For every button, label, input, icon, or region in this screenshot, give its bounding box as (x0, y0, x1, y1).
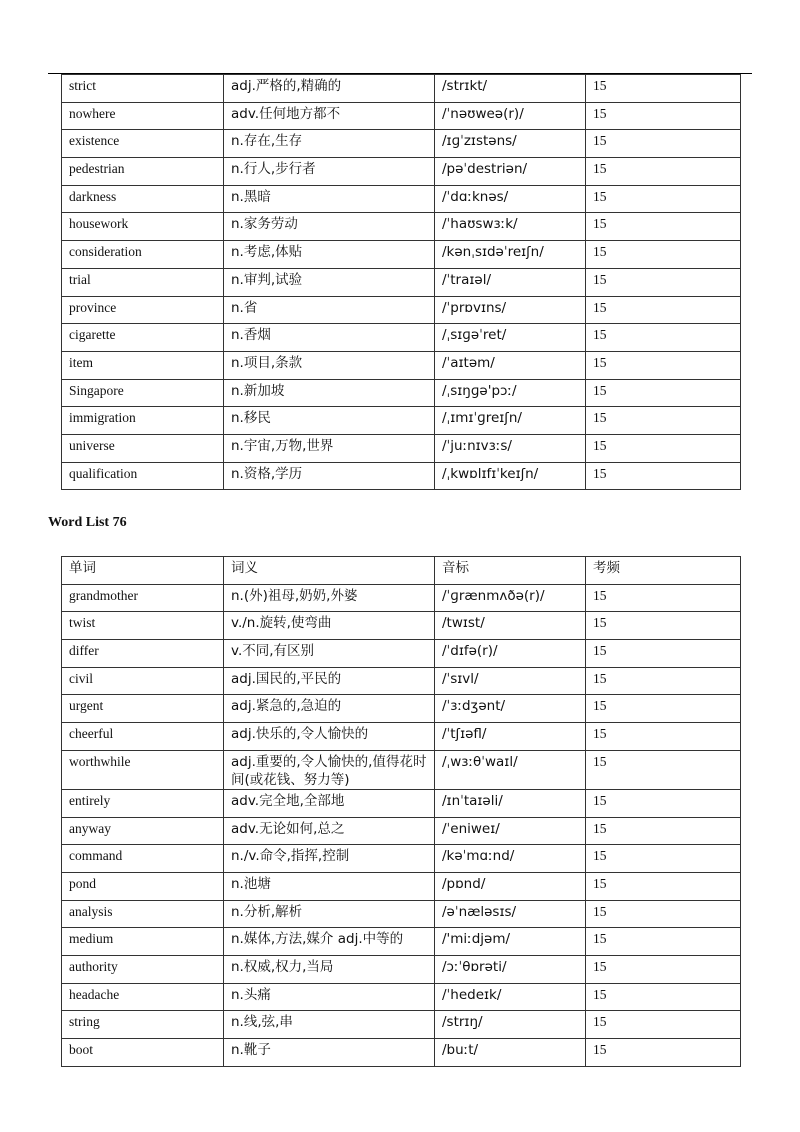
frequency-cell: 15 (586, 955, 741, 983)
phonetic-cell: /ˈeniweɪ/ (435, 817, 586, 845)
frequency-cell: 15 (586, 872, 741, 900)
word-cell: medium (62, 928, 224, 956)
phonetic-cell: /ˈtʃɪəfl/ (435, 723, 586, 751)
phonetic-cell: /ˌkwɒlɪfɪˈkeɪʃn/ (435, 462, 586, 490)
frequency-cell: 15 (586, 667, 741, 695)
header-word: 单词 (62, 557, 224, 585)
table-row (62, 817, 741, 845)
table-row (62, 379, 741, 407)
meaning-cell: n.靴子 (224, 1039, 435, 1067)
word-cell: consideration (62, 241, 224, 269)
phonetic-cell: /strɪŋ/ (435, 1011, 586, 1039)
table-row (62, 213, 741, 241)
frequency-cell: 15 (586, 750, 741, 789)
phonetic-cell: /ˌwɜːθˈwaɪl/ (435, 750, 586, 789)
word-cell: worthwhile (62, 750, 224, 789)
word-cell: cigarette (62, 324, 224, 352)
word-cell: trial (62, 268, 224, 296)
word-cell: urgent (62, 695, 224, 723)
meaning-cell: n.新加坡 (224, 379, 435, 407)
phonetic-cell: /twɪst/ (435, 612, 586, 640)
phonetic-cell: /ˈɜːdʒənt/ (435, 695, 586, 723)
meaning-cell: n.项目,条款 (224, 351, 435, 379)
frequency-cell: 15 (586, 241, 741, 269)
table-row (62, 296, 741, 324)
header-meaning: 词义 (224, 557, 435, 585)
table-row (62, 845, 741, 873)
phonetic-cell: /'miːdjəm/ (435, 928, 586, 956)
phonetic-cell: /kənˌsɪdəˈreɪʃn/ (435, 241, 586, 269)
meaning-cell: n.家务劳动 (224, 213, 435, 241)
frequency-cell: 15 (586, 296, 741, 324)
word-cell: cheerful (62, 723, 224, 751)
table-row (62, 268, 741, 296)
phonetic-cell: /ˈtraɪəl/ (435, 268, 586, 296)
meaning-cell: n.行人,步行者 (224, 158, 435, 186)
table-row (62, 75, 741, 103)
table-row (62, 900, 741, 928)
table-row (62, 612, 741, 640)
word-cell: grandmother (62, 584, 224, 612)
meaning-cell: n.审判,试验 (224, 268, 435, 296)
phonetic-cell: /ˈɡrænmʌðə(r)/ (435, 584, 586, 612)
frequency-cell: 15 (586, 268, 741, 296)
table-row (62, 584, 741, 612)
meaning-cell: n.头痛 (224, 983, 435, 1011)
meaning-cell: n.资格,学历 (224, 462, 435, 490)
frequency-cell: 15 (586, 983, 741, 1011)
word-cell: string (62, 1011, 224, 1039)
meaning-cell: n.(外)祖母,奶奶,外婆 (224, 584, 435, 612)
table-row (62, 351, 741, 379)
phonetic-cell: /ˈnəʊweə(r)/ (435, 102, 586, 130)
meaning-cell: v./n.旋转,使弯曲 (224, 612, 435, 640)
phonetic-cell: /ɪnˈtaɪəli/ (435, 789, 586, 817)
phonetic-cell: /pəˈdestriən/ (435, 158, 586, 186)
frequency-cell: 15 (586, 130, 741, 158)
frequency-cell: 15 (586, 75, 741, 103)
word-table-76 (61, 556, 741, 1067)
table-row (62, 102, 741, 130)
table-row (62, 928, 741, 956)
table-row (62, 723, 741, 751)
frequency-cell: 15 (586, 845, 741, 873)
meaning-cell: n.分析,解析 (224, 900, 435, 928)
frequency-cell: 15 (586, 723, 741, 751)
word-cell: headache (62, 983, 224, 1011)
frequency-cell: 15 (586, 1011, 741, 1039)
header-frequency: 考频 (586, 557, 741, 585)
word-cell: authority (62, 955, 224, 983)
word-cell: entirely (62, 789, 224, 817)
phonetic-cell: /ˌɪmɪˈɡreɪʃn/ (435, 407, 586, 435)
meaning-cell: n.香烟 (224, 324, 435, 352)
phonetic-cell: /kəˈmɑːnd/ (435, 845, 586, 873)
meaning-cell: n./v.命令,指挥,控制 (224, 845, 435, 873)
table-row (62, 1039, 741, 1067)
word-cell: immigration (62, 407, 224, 435)
frequency-cell: 15 (586, 612, 741, 640)
meaning-cell: n.黑暗 (224, 185, 435, 213)
phonetic-cell: /ˈaɪtəm/ (435, 351, 586, 379)
header-phonetic: 音标 (435, 557, 586, 585)
meaning-cell: adj.紧急的,急迫的 (224, 695, 435, 723)
phonetic-cell: /ˈdɪfə(r)/ (435, 640, 586, 668)
frequency-cell: 15 (586, 324, 741, 352)
table-row (62, 324, 741, 352)
word-cell: anyway (62, 817, 224, 845)
table-row (62, 789, 741, 817)
phonetic-cell: /ˈdɑːknəs/ (435, 185, 586, 213)
phonetic-cell: /pɒnd/ (435, 872, 586, 900)
word-cell: boot (62, 1039, 224, 1067)
phonetic-cell: /ɔːˈθɒrəti/ (435, 955, 586, 983)
word-cell: pedestrian (62, 158, 224, 186)
table-row (62, 462, 741, 490)
frequency-cell: 15 (586, 185, 741, 213)
table-header-row (62, 557, 741, 585)
meaning-cell: n.线,弦,串 (224, 1011, 435, 1039)
phonetic-cell: /ˈjuːnɪvɜːs/ (435, 434, 586, 462)
frequency-cell: 15 (586, 407, 741, 435)
meaning-cell: n.存在,生存 (224, 130, 435, 158)
meaning-cell: adj.严格的,精确的 (224, 75, 435, 103)
table-row (62, 241, 741, 269)
frequency-cell: 15 (586, 695, 741, 723)
word-cell: nowhere (62, 102, 224, 130)
table-row (62, 185, 741, 213)
phonetic-cell: /ˈhaʊswɜːk/ (435, 213, 586, 241)
phonetic-cell: /ˈsɪvl/ (435, 667, 586, 695)
table-row (62, 407, 741, 435)
table-row (62, 983, 741, 1011)
table-row (62, 1011, 741, 1039)
meaning-cell: adj.国民的,平民的 (224, 667, 435, 695)
table-row (62, 872, 741, 900)
table-row (62, 130, 741, 158)
word-cell: universe (62, 434, 224, 462)
frequency-cell: 15 (586, 928, 741, 956)
frequency-cell: 15 (586, 640, 741, 668)
word-cell: twist (62, 612, 224, 640)
word-cell: item (62, 351, 224, 379)
frequency-cell: 15 (586, 102, 741, 130)
frequency-cell: 15 (586, 584, 741, 612)
meaning-cell: n.考虑,体贴 (224, 241, 435, 269)
word-cell: qualification (62, 462, 224, 490)
word-cell: province (62, 296, 224, 324)
meaning-cell: adv.无论如何,总之 (224, 817, 435, 845)
frequency-cell: 15 (586, 379, 741, 407)
word-cell: darkness (62, 185, 224, 213)
word-table-75 (61, 74, 741, 490)
word-cell: Singapore (62, 379, 224, 407)
frequency-cell: 15 (586, 351, 741, 379)
word-cell: command (62, 845, 224, 873)
meaning-cell: adv.任何地方都不 (224, 102, 435, 130)
word-cell: pond (62, 872, 224, 900)
frequency-cell: 15 (586, 817, 741, 845)
frequency-cell: 15 (586, 434, 741, 462)
table-row (62, 434, 741, 462)
meaning-cell: adv.完全地,全部地 (224, 789, 435, 817)
meaning-cell: n.移民 (224, 407, 435, 435)
phonetic-cell: /ˈprɒvɪns/ (435, 296, 586, 324)
frequency-cell: 15 (586, 462, 741, 490)
phonetic-cell: /əˈnæləsɪs/ (435, 900, 586, 928)
phonetic-cell: /ɪɡˈzɪstəns/ (435, 130, 586, 158)
meaning-cell: n.媒体,方法,媒介 adj.中等的 (224, 928, 435, 956)
word-list-title: Word List 76 (48, 515, 127, 530)
frequency-cell: 15 (586, 1039, 741, 1067)
phonetic-cell: /ˌsɪŋɡə'pɔː/ (435, 379, 586, 407)
meaning-cell: n.宇宙,万物,世界 (224, 434, 435, 462)
table-row (62, 955, 741, 983)
meaning-cell: adj.重要的,令人愉快的,值得花时间(或花钱、努力等) (224, 750, 435, 789)
phonetic-cell: /ˈhedeɪk/ (435, 983, 586, 1011)
frequency-cell: 15 (586, 213, 741, 241)
table-row (62, 158, 741, 186)
phonetic-cell: /ˌsɪɡəˈret/ (435, 324, 586, 352)
table-row (62, 640, 741, 668)
table-row (62, 667, 741, 695)
meaning-cell: n.省 (224, 296, 435, 324)
meaning-cell: n.权威,权力,当局 (224, 955, 435, 983)
frequency-cell: 15 (586, 789, 741, 817)
word-cell: housework (62, 213, 224, 241)
frequency-cell: 15 (586, 900, 741, 928)
word-cell: civil (62, 667, 224, 695)
word-cell: strict (62, 75, 224, 103)
table-row (62, 750, 741, 789)
table-row (62, 695, 741, 723)
phonetic-cell: /buːt/ (435, 1039, 586, 1067)
word-cell: analysis (62, 900, 224, 928)
meaning-cell: n.池塘 (224, 872, 435, 900)
meaning-cell: v.不同,有区别 (224, 640, 435, 668)
meaning-cell: adj.快乐的,令人愉快的 (224, 723, 435, 751)
word-cell: existence (62, 130, 224, 158)
frequency-cell: 15 (586, 158, 741, 186)
word-cell: differ (62, 640, 224, 668)
phonetic-cell: /strɪkt/ (435, 75, 586, 103)
